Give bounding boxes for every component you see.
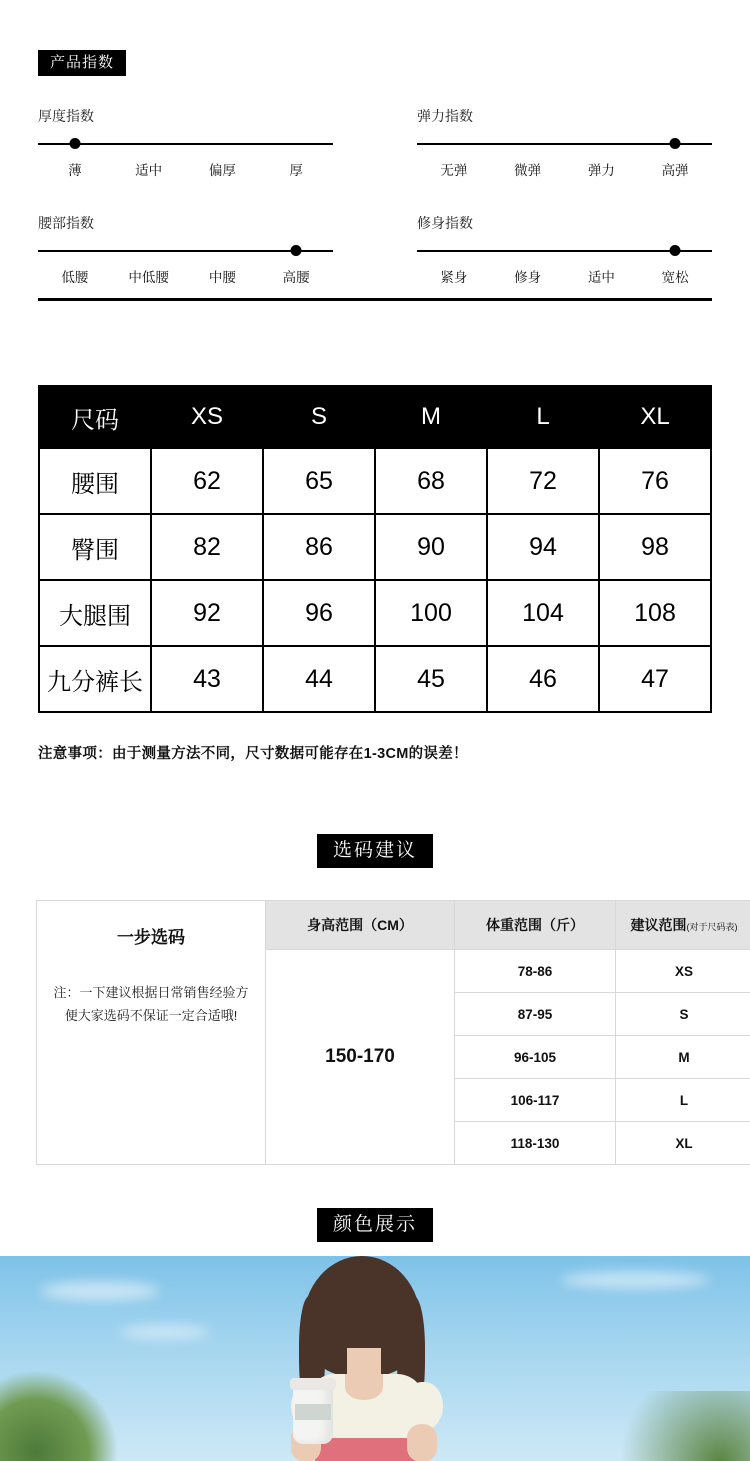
product-index-tag: 产品指数 bbox=[38, 50, 126, 76]
index-labels bbox=[417, 159, 712, 179]
index-label: 低腰 bbox=[61, 270, 89, 285]
size-table-cell: 86 bbox=[263, 514, 375, 580]
index-labels bbox=[38, 159, 333, 179]
index-slider-dot[interactable] bbox=[69, 138, 80, 149]
index-slider[interactable] bbox=[38, 138, 333, 150]
cup-lid bbox=[290, 1378, 336, 1390]
product-index-section bbox=[38, 50, 712, 286]
measurement-note: 注意事项：由于测量方法不同，尺寸数据可能存在1-3CM的误差！ bbox=[38, 746, 468, 762]
size-table-cell: 44 bbox=[263, 646, 375, 712]
advice-title-wrap bbox=[0, 834, 750, 868]
size-table-header-cell: L bbox=[487, 386, 599, 448]
index-slider[interactable] bbox=[417, 138, 712, 150]
advice-left-title: 一步选码 bbox=[117, 928, 185, 947]
index-label: 修身 bbox=[514, 270, 542, 285]
size-table-header-cell: XL bbox=[599, 386, 711, 448]
index-slider[interactable] bbox=[38, 245, 333, 257]
advice-size-cell: S bbox=[616, 993, 750, 1036]
index-label: 紧身 bbox=[440, 270, 468, 285]
size-table-cell: 47 bbox=[599, 646, 711, 712]
color-display-tag: 颜色展示 bbox=[317, 1208, 433, 1242]
size-table-cell: 98 bbox=[599, 514, 711, 580]
size-table-cell: 43 bbox=[151, 646, 263, 712]
advice-weight-cell: 78-86 bbox=[455, 950, 616, 993]
foliage-shape bbox=[0, 1371, 120, 1461]
model-figure bbox=[255, 1256, 500, 1461]
size-table-cell: 94 bbox=[487, 514, 599, 580]
arm-right bbox=[407, 1424, 437, 1461]
cloud-shape bbox=[120, 1326, 210, 1338]
cloud-shape bbox=[560, 1272, 710, 1288]
size-table-cell: 65 bbox=[263, 448, 375, 514]
index-labels bbox=[417, 266, 712, 286]
advice-size-cell: XL bbox=[616, 1122, 750, 1165]
index-slider-track bbox=[417, 250, 712, 252]
advice-size-cell: L bbox=[616, 1079, 750, 1122]
index-label: 适中 bbox=[587, 270, 615, 285]
size-table-cell: 100 bbox=[375, 580, 487, 646]
index-title: 腰部指数 bbox=[38, 215, 94, 231]
index-item-waist bbox=[38, 213, 333, 286]
table-row bbox=[37, 901, 750, 950]
index-item-fit bbox=[417, 213, 712, 286]
index-label: 无弹 bbox=[440, 163, 468, 178]
index-labels bbox=[38, 266, 333, 286]
index-title: 厚度指数 bbox=[38, 108, 94, 124]
index-slider-dot[interactable] bbox=[291, 245, 302, 256]
cup-sleeve bbox=[295, 1404, 331, 1420]
table-row bbox=[39, 514, 711, 580]
cloud-shape bbox=[40, 1282, 160, 1300]
index-item-thickness bbox=[38, 106, 333, 179]
index-slider-dot[interactable] bbox=[670, 245, 681, 256]
size-table-row-label: 九分裤长 bbox=[39, 646, 151, 712]
size-table-cell: 62 bbox=[151, 448, 263, 514]
size-table-cell: 68 bbox=[375, 448, 487, 514]
size-table-cell: 104 bbox=[487, 580, 599, 646]
index-slider-track bbox=[417, 143, 712, 145]
advice-size-cell: M bbox=[616, 1036, 750, 1079]
table-row bbox=[39, 646, 711, 712]
advice-weight-cell: 118-130 bbox=[455, 1122, 616, 1165]
foliage-shape bbox=[600, 1391, 750, 1461]
advice-header-weight: 体重范围（斤） bbox=[455, 901, 616, 950]
index-slider[interactable] bbox=[417, 245, 712, 257]
index-label: 偏厚 bbox=[208, 163, 236, 178]
size-table-cell: 90 bbox=[375, 514, 487, 580]
advice-table bbox=[36, 900, 750, 1165]
table-row bbox=[39, 386, 711, 448]
advice-header-suggest-sub: (对于尺码表) bbox=[686, 922, 738, 932]
advice-size-cell: XS bbox=[616, 950, 750, 993]
advice-weight-cell: 106-117 bbox=[455, 1079, 616, 1122]
color-display-photo bbox=[0, 1256, 750, 1461]
index-label: 中低腰 bbox=[128, 270, 169, 285]
size-table-cell: 96 bbox=[263, 580, 375, 646]
advice-header-height: 身高范围（CM） bbox=[266, 901, 455, 950]
advice-tag: 选码建议 bbox=[317, 834, 433, 868]
index-label: 弹力 bbox=[587, 163, 615, 178]
table-row bbox=[39, 448, 711, 514]
size-table-header-cell: M bbox=[375, 386, 487, 448]
index-title: 修身指数 bbox=[417, 215, 473, 231]
index-label: 高腰 bbox=[282, 270, 310, 285]
advice-left-box bbox=[37, 901, 266, 1165]
index-label: 微弹 bbox=[514, 163, 542, 178]
index-label: 薄 bbox=[68, 163, 82, 178]
size-table-cell: 72 bbox=[487, 448, 599, 514]
size-table-row-label: 臀围 bbox=[39, 514, 151, 580]
index-slider-dot[interactable] bbox=[670, 138, 681, 149]
size-table-cell: 108 bbox=[599, 580, 711, 646]
size-table-row-label: 腰围 bbox=[39, 448, 151, 514]
advice-header-suggest bbox=[616, 901, 750, 950]
size-table-cell: 46 bbox=[487, 646, 599, 712]
advice-weight-cell: 96-105 bbox=[455, 1036, 616, 1079]
size-table-cell: 92 bbox=[151, 580, 263, 646]
advice-height-range: 150-170 bbox=[266, 950, 455, 1165]
v-neckline bbox=[345, 1374, 383, 1400]
advice-weight-cell: 87-95 bbox=[455, 993, 616, 1036]
size-table-row-label: 大腿围 bbox=[39, 580, 151, 646]
advice-header-suggest-main: 建议范围 bbox=[630, 917, 687, 933]
size-table-cell: 82 bbox=[151, 514, 263, 580]
index-slider-track bbox=[38, 250, 333, 252]
index-slider-track bbox=[38, 143, 333, 145]
size-table-header-cell: S bbox=[263, 386, 375, 448]
section-divider bbox=[38, 298, 712, 301]
size-table-header-cell: XS bbox=[151, 386, 263, 448]
size-table bbox=[38, 385, 712, 713]
color-title-wrap bbox=[0, 1208, 750, 1242]
advice-left-note: 注：一下建议根据日常销售经验方便大家选码不保证一定合适哦! bbox=[53, 985, 249, 1023]
index-label: 高弹 bbox=[661, 163, 689, 178]
index-label: 适中 bbox=[135, 163, 163, 178]
table-row bbox=[39, 580, 711, 646]
index-title: 弹力指数 bbox=[417, 108, 473, 124]
index-label: 中腰 bbox=[208, 270, 236, 285]
size-table-cell: 45 bbox=[375, 646, 487, 712]
size-table-cell: 76 bbox=[599, 448, 711, 514]
index-label: 宽松 bbox=[661, 270, 689, 285]
size-table-header-cell: 尺码 bbox=[39, 386, 151, 448]
index-label: 厚 bbox=[289, 163, 303, 178]
index-item-elasticity bbox=[417, 106, 712, 179]
product-index-grid bbox=[38, 106, 712, 286]
